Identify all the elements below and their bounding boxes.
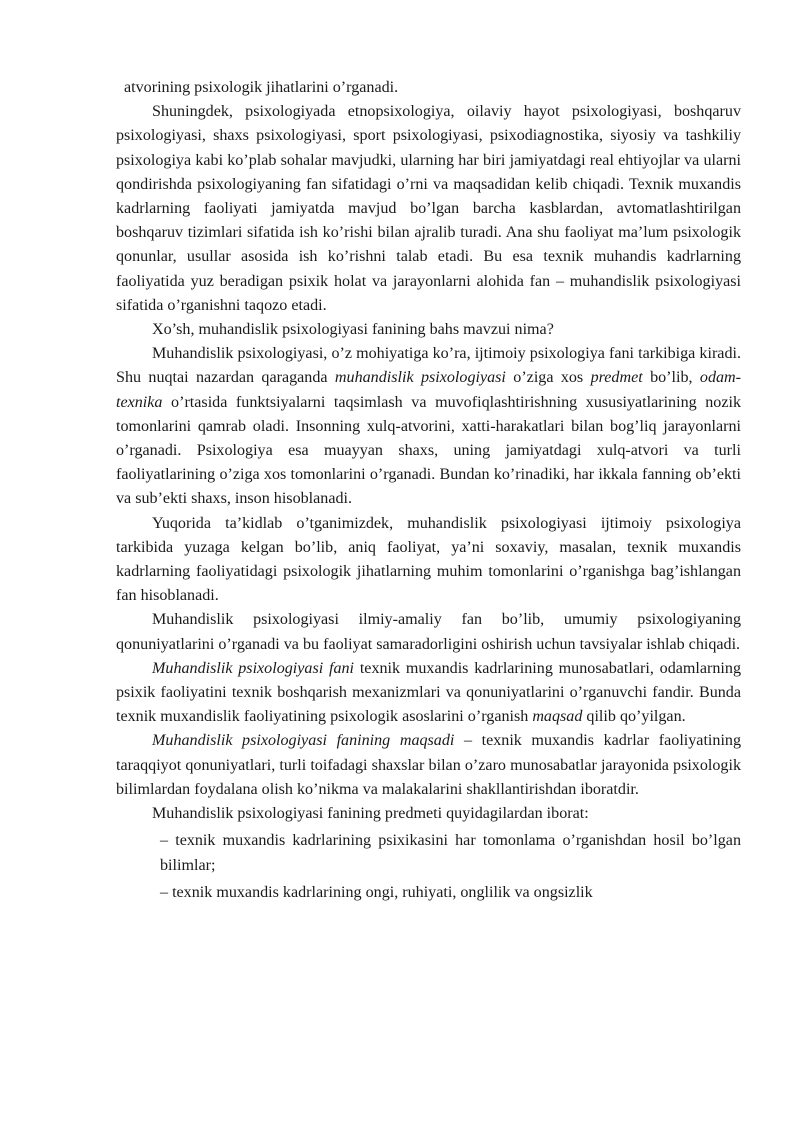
emphasis-term: maqsad <box>532 708 583 726</box>
paragraph-applied-science: Muhandislik psixologiyasi ilmiy-amaliy fan bo’lib, umumiy psixologiyaning qonuniyatlarini o’rganadi va bu faoliyat samaradorligini oshirish uchun tavsiyalar ishlab chiqadi. <box>116 611 741 653</box>
paragraph-definition <box>116 657 741 730</box>
paragraph-subject-list-intro: Muhandislik psixologiyasi fanining predmeti quyidagilardan iborat: <box>152 805 589 823</box>
paragraph-question: Xo’sh, muhandislik psixologiyasi fanining bahs mavzui nima? <box>152 321 554 339</box>
emphasis-term: predmet <box>590 369 643 387</box>
emphasis-term: Muhandislik psixologiyasi fani <box>152 659 355 677</box>
emphasis-term: Muhandislik psixologiyasi fanining maqsadi <box>152 732 455 750</box>
list-item-text: – texnik muxandis kadrlarining psixikasini har tomonlama o’rganishdan hosil bo’lgan bilimlar; <box>160 832 741 874</box>
text-run: – texnik muxandis kadrlar faoliyatining taraqqiyot qonuniyatlari, turli toifadagi shaxslar bilan o’zaro munosabatlar jarayonida psixologik bilimlardan foydalana olish ko’nikma va malakalarini shakllantirishdan iboratdir. <box>116 732 742 798</box>
text-run: o’rtasida funktsiyalarni taqsimlash va muvofiqlashtirishning xususiyatlarining nozik tomonlarini qamrab oladi. Insonning xulq-atvorini, xatti-harakatlari bilan bog’liq jarayonlarni o’rganadi. Psixologiya esa muayyan shaxs, uning jamiyatdagi xulq-atvori va turli faoliyatlarining o’ziga xos tomonlarini o’rganadi. Bundan ko’rinadiki, har ikkala fanning ob’ekti va sub’ekti shaxs, inson hisoblanadi. <box>116 393 741 508</box>
text-run: Muhandislik psixologiyasi, o’z mohiyatiga ko’ra, ijtimoiy psixologiya fani tarkibiga kiradi. Shu nuqtai nazardan qaraganda <box>116 345 741 387</box>
document-page <box>116 76 741 905</box>
text-run: qilib qo’yilgan. <box>582 708 686 726</box>
text-run: texnik muxandis kadrlarining munosabatlari, odamlarning psixik faoliyatini texnik boshqarish mexanizmlari va qonuniyatlarini o’rganuvchi fandir. Bunda texnik muxandislik faoliyatining psixologik asoslarini o’rganish <box>116 659 741 726</box>
paragraph-fields: Shuningdek, psixologiyada etnopsixologiya, oilaviy hayot psixologiyasi, boshqaruv psixologiyasi, shaxs psixologiyasi, sport psixologiyasi, psixodiagnostika, siyosiy va tashkiliy psixologiya kabi ko’plab sohalar mavjudki, ularning har biri jamiyatdagi real ehtiyojlar va ularni qondirishda psixologiyaning fan sifatidagi o’rni va maqsadidan kelib chiqadi. Texnik muxandis kadrlarning faoliyati jamiyatda mavjud bo’lgan barcha kasblardan, avtomatlashtirilgan boshqaruv tizimlari sifatida ish ko’rishi bilan ajralib turadi. Ana shu faoliyat ma’lum psixologik qonunlar, usullar asosida ish ko’rishni talab etadi. Bu esa texnik muhandis kadrlarning faoliyatida yuz beradigan psixik holat va jarayonlarni alohida fan – muhandislik psixologiyasi sifatida o’rganishni taqozo etadi. <box>116 103 741 314</box>
paragraph-subject <box>116 342 741 511</box>
text-run: o’ziga xos <box>505 369 591 387</box>
list-item <box>116 881 741 905</box>
list-item <box>116 829 741 877</box>
emphasis-term: odam-texnika <box>116 369 742 411</box>
text-run: bo’lib, <box>642 369 700 387</box>
paragraph-continuation: atvorining psixologik jihatlarini o’rganadi. <box>124 79 399 96</box>
paragraph-goal <box>116 729 741 802</box>
list-item-text: – texnik muxandis kadrlarining ongi, ruhiyati, onglilik va ongsizlik <box>160 883 593 901</box>
paragraph-social-psychology: Yuqorida ta’kidlab o’tganimizdek, muhandislik psixologiyasi ijtimoiy psixologiya tarkibida yuzaga kelgan bo’lib, aniq faoliyat, ya’ni soxaviy, masalan, texnik muxandis kadrlarning faoliyatidagi psixologik jihatlarning muhim tomonlarini o’rganishga bag’ishlangan fan hisoblanadi. <box>116 514 741 605</box>
emphasis-term: muhandislik psixologiyasi <box>334 369 506 387</box>
